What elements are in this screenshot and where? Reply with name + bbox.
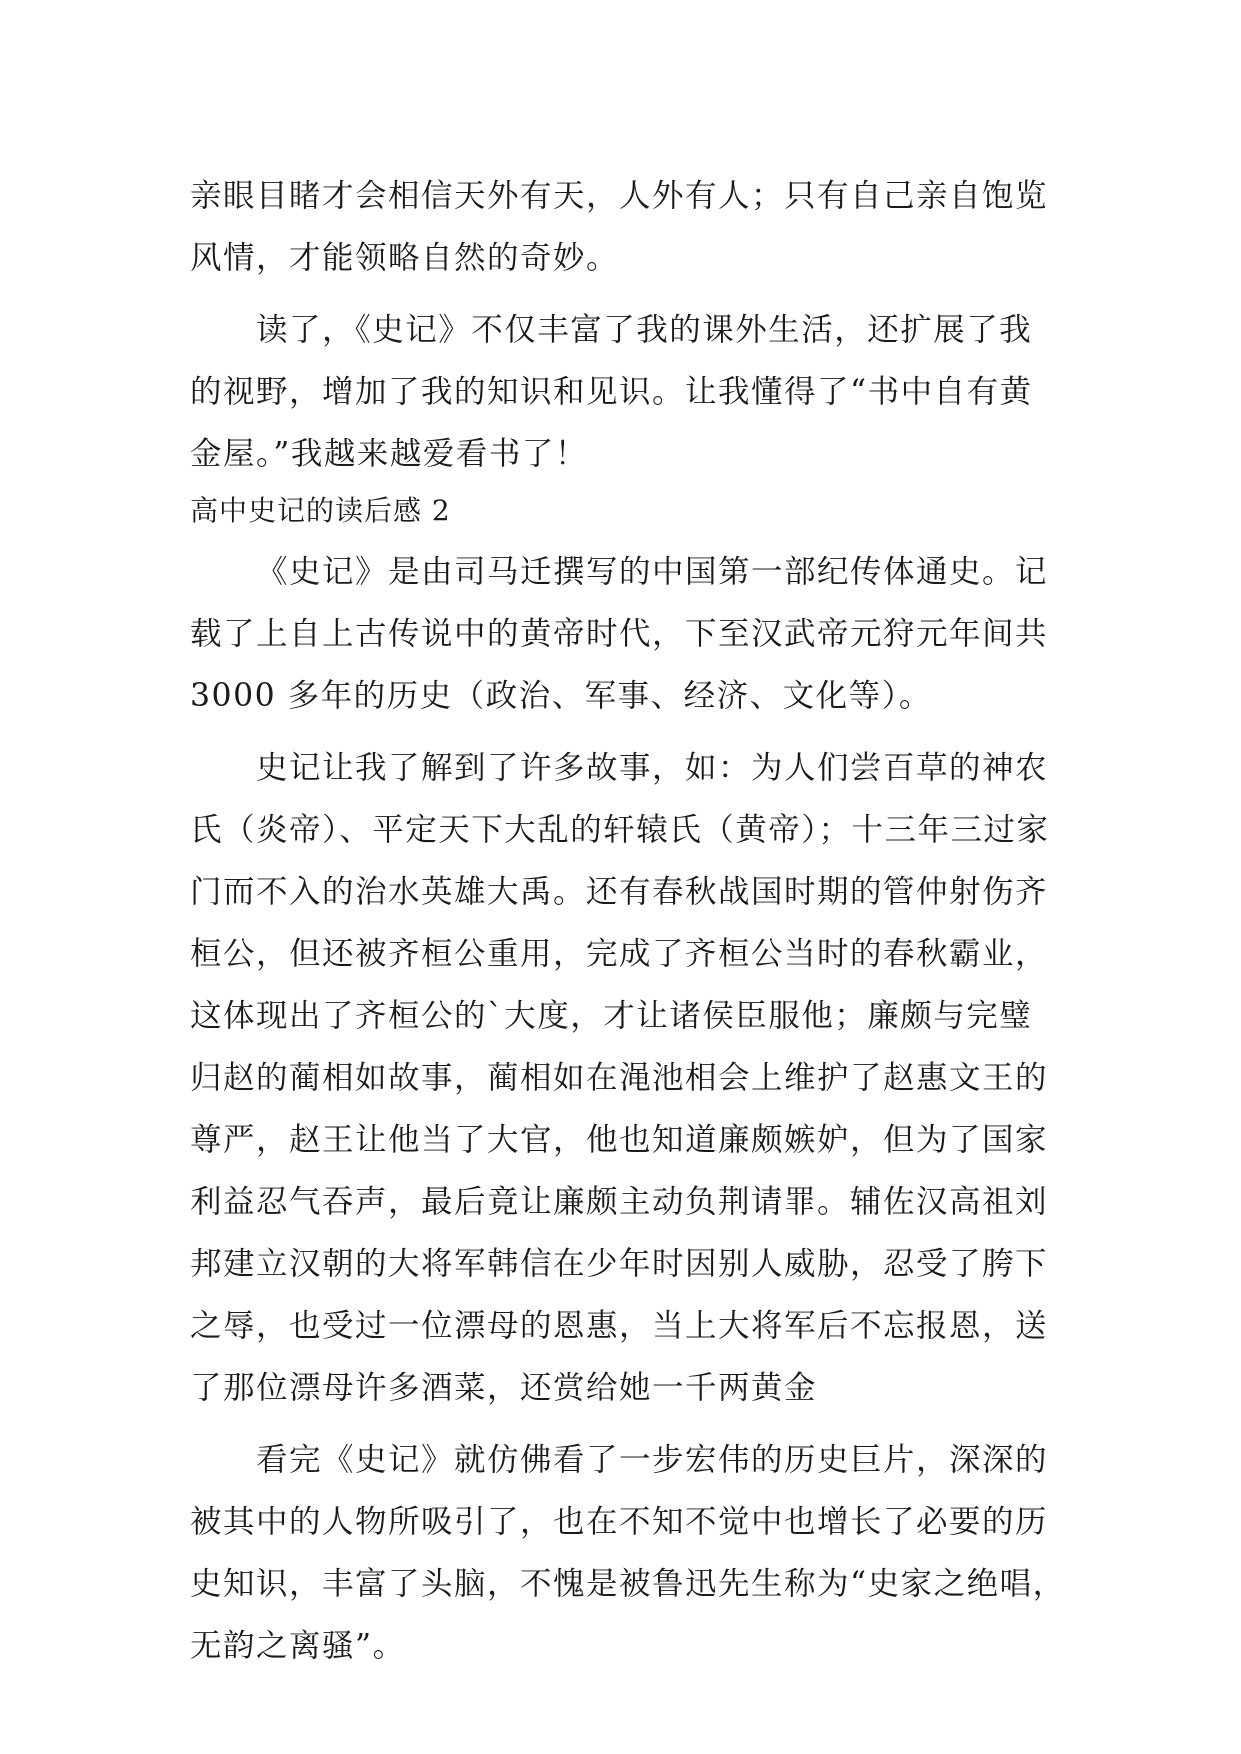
text-line: 风情，才能领略自然的奇妙。	[190, 240, 620, 276]
paragraph-4	[190, 737, 1050, 1419]
text-line: 史记让我了解到了许多故事，如：为人们尝百草的神农	[256, 750, 1049, 786]
text-line: 《史记》是由司马迁撰写的中国第一部纪传体通史。记	[256, 554, 1049, 590]
text-line: 门而不入的治水英雄大禹。还有春秋战国时期的管仲射伤齐	[190, 874, 1049, 910]
text-line: 的视野，增加了我的知识和见识。让我懂得了“书中自有黄	[190, 374, 1033, 410]
text-line: 载了上自上古传说中的黄帝时代，下至汉武帝元狩元年间共	[190, 616, 1049, 652]
text-line: 利益忍气吞声，最后竟让廉颇主动负荆请罪。辅佐汉高祖刘	[190, 1184, 1049, 1220]
text-line: 3000 多年的历史（政治、军事、经济、文化等）。	[190, 678, 932, 714]
document-body	[190, 165, 1066, 1677]
text-line: 邦建立汉朝的大将军韩信在少年时因别人威胁，忍受了胯下	[190, 1246, 1049, 1282]
text-line: 氏（炎帝）、平定天下大乱的轩辕氏（黄帝）；十三年三过家	[190, 812, 1050, 848]
text-line: 归赵的蔺相如故事，蔺相如在渑池相会上维护了赵惠文王的	[190, 1060, 1049, 1096]
text-line: 金屋。”我越来越爱看书了！	[190, 436, 588, 472]
section-heading: 高中史记的读后感 2	[190, 494, 451, 527]
text-line: 被其中的人物所吸引了，也在不知不觉中也增长了必要的历	[190, 1504, 1049, 1540]
text-line: 桓公，但还被齐桓公重用，完成了齐桓公当时的春秋霸业，	[190, 936, 1049, 972]
paragraph-5	[190, 1429, 1066, 1677]
text-line: 史知识，丰富了头脑，不愧是被鲁迅先生称为“史家之绝唱，	[190, 1566, 1066, 1602]
text-line: 无韵之离骚”。	[190, 1628, 406, 1664]
text-line: 读了，《史记》不仅丰富了我的课外生活，还扩展了我	[256, 312, 1033, 348]
text-line: 亲眼目睹才会相信天外有天，人外有人；只有自己亲自饱览	[190, 178, 1049, 214]
paragraph-1	[190, 165, 1050, 289]
text-line: 这体现出了齐桓公的`大度，才让诸侯臣服他；廉颇与完璧	[190, 998, 1033, 1034]
text-line: 尊严，赵王让他当了大官，他也知道廉颇嫉妒，但为了国家	[190, 1122, 1049, 1158]
text-line: 了那位漂母许多酒菜，还赏给她一千两黄金	[190, 1370, 818, 1406]
paragraph-2	[190, 299, 1050, 485]
paragraph-3	[190, 541, 1050, 727]
text-line: 之辱，也受过一位漂母的恩惠，当上大将军后不忘报恩，送	[190, 1308, 1049, 1344]
text-line: 看完《史记》就仿佛看了一步宏伟的历史巨片，深深的	[256, 1442, 1049, 1478]
